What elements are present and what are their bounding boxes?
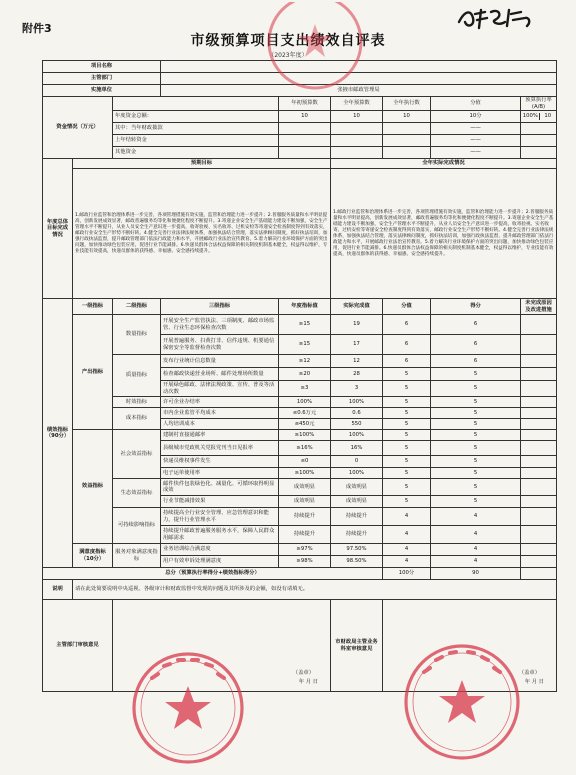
indicator-value: 5 — [383, 456, 431, 468]
indicator-header: 实际完成值 — [331, 299, 383, 315]
funds-header: 年初预算数 — [279, 97, 331, 111]
funds-executed — [383, 135, 431, 147]
indicator-name: 用户有效申诉处理满意度 — [161, 556, 279, 568]
goals-label: 年度总体目标完成情况 — [43, 159, 73, 299]
indicator-name: 持续提升邮政普遍服务服务水平，保障人民群众用邮需求 — [161, 526, 279, 544]
funds-executed — [383, 147, 431, 159]
funds-initial — [279, 147, 331, 159]
indicator-target: 100% — [279, 397, 331, 408]
indicator-actual: 0 — [331, 456, 383, 468]
indicator-target: 持续提升 — [279, 508, 331, 526]
indicator-score: 5 — [431, 430, 521, 441]
indicator-score: 4 — [431, 556, 521, 568]
indicator-name: 许可企业办结率 — [161, 397, 279, 408]
funds-rate — [521, 123, 557, 135]
indicator-value: 5 — [383, 468, 431, 479]
finance-bureau-seal — [392, 640, 532, 765]
indicator-name: 人均培训成本 — [161, 419, 279, 430]
indicator-header: 年度指标值 — [279, 299, 331, 315]
indicator-reason — [521, 408, 557, 419]
indicator-name: 开展普遍服务、扫黄打非、信件违规、机要通信保密安全等监督检查次数 — [161, 335, 279, 355]
indicator-value: 4 — [383, 508, 431, 526]
indicator-header: 一级指标 — [73, 299, 113, 315]
indicator-target: ≥98% — [279, 556, 331, 568]
dept-date-text: 年 月 日 — [298, 678, 318, 685]
indicator-reason — [521, 556, 557, 568]
attachment-label: 附件3 — [22, 22, 52, 35]
indicator-target: ≥100% — [279, 468, 331, 479]
indicator-actual: 550 — [331, 419, 383, 430]
indicator-reason — [521, 496, 557, 508]
self-evaluation-table — [42, 60, 557, 692]
indicator-target: ≤0 — [279, 456, 331, 468]
indicator-name: 建制村直接通邮率 — [161, 430, 279, 441]
indicator-name: 快递员维权事件发生 — [161, 456, 279, 468]
funds-label: 资金情况（万元） — [43, 97, 113, 159]
indicator-score: 6 — [431, 355, 521, 368]
indicator-name: 县级城市党政机关党报党刊当日见报率 — [161, 441, 279, 456]
indicator-score: 5 — [431, 456, 521, 468]
funds-score-value: —— — [431, 135, 521, 147]
indicator-score: 5 — [431, 441, 521, 456]
document-subtitle: （2023年度） — [268, 52, 308, 59]
funds-header: 全年执行数 — [383, 97, 431, 111]
indicator-target: 持续提升 — [279, 526, 331, 544]
competent-dept-label: 主管部门 — [43, 73, 161, 85]
indicator-value: 5 — [383, 496, 431, 508]
indicator-actual: 成效明显 — [331, 496, 383, 508]
indicator-actual: 17 — [331, 335, 383, 355]
indicator-name: 行业节能减排效果 — [161, 496, 279, 508]
expected-goal-text: 1.邮政行业监管和治理体系进一步完善，各项管理措施有效实施，监管和治理能力进一步提升；2.普服服务质量和水平明显提高，创新发展成效显著，邮政普遍服务均等化和便捷化程度不断提升。3.寄递企业安全生产基础能力建设不断加强，安全生产管理水平不断提升，从业人员安全生产意识进一步提高，收寄验视、实名收寄、过机安检等寄递安全检查制度得到有效落实，邮政行业安全生产形势不断好转。4.健全完善行业法律法规体系，加强执法结合管理，落实法律顾问制度，抓好执法培训，加强行政执法监督，提升邮政管理部门依法行政能力和水平，开展邮政行业法治宣传教育。5.着力解决行业环境保护方面的突出问题，加快推动绿色包装应用，促进行业节能减排。6.快递员群体合法权益保障的相关制度机制基本健全，权益得以维护，专业技能有效提高，快递员群体的获得感、幸福感、安全感持续提升。 — [73, 169, 331, 299]
indicator-value: 5 — [383, 441, 431, 456]
funds-initial: 10 — [279, 111, 331, 123]
output-indicator-label: 产出指标 — [73, 315, 113, 430]
indicator-actual: 持续提升 — [331, 508, 383, 526]
indicator-reason — [521, 430, 557, 441]
funds-executed — [383, 123, 431, 135]
indicator-reason — [521, 397, 557, 408]
indicator-value: 5 — [383, 397, 431, 408]
indicator-score: 6 — [431, 315, 521, 335]
indicator-value: 5 — [383, 479, 431, 496]
total-label: 总分（预算执行率得分+绩效指标得分） — [43, 568, 383, 580]
funds-executed: 10 — [383, 111, 431, 123]
indicator-reason — [521, 456, 557, 468]
funds-header: 预算执行率(A/B) — [521, 97, 557, 111]
indicator-header: 得分 — [431, 299, 521, 315]
indicator-target: ≥3 — [279, 381, 331, 397]
indicator-name: 开展安全生产监管执法、三项制度、邮政市场监管、行业生态环保检查次数 — [161, 315, 279, 335]
indicator-reason — [521, 479, 557, 496]
group-service: 服务对象满意度指标 — [113, 544, 161, 568]
indicator-actual: 98.50% — [331, 556, 383, 568]
indicator-target: ≥20 — [279, 368, 331, 381]
impl-unit-value: 张掖市邮政管理局 — [161, 85, 557, 97]
funds-row-label: 其中：当年财政拨款 — [113, 123, 279, 135]
group-timeliness: 时效指标 — [113, 397, 161, 408]
funds-row-label: 年度资金总额： — [113, 111, 279, 123]
indicator-actual: 0.6 — [331, 408, 383, 419]
traffic-bureau-seal — [118, 648, 258, 768]
expected-goal-header: 预期目标 — [73, 159, 331, 169]
indicator-target: ≥12 — [279, 355, 331, 368]
indicator-score: 5 — [431, 479, 521, 496]
indicator-actual: 19 — [331, 315, 383, 335]
indicator-reason — [521, 368, 557, 381]
indicator-name: 业务培训综合满意度 — [161, 544, 279, 556]
indicator-reason — [521, 419, 557, 430]
funds-score-value: —— — [431, 147, 521, 159]
indicator-actual: 28 — [331, 368, 383, 381]
group-quality: 质量指标 — [113, 355, 161, 397]
indicator-value: 5 — [383, 408, 431, 419]
impl-unit-label: 实施单位 — [43, 85, 161, 97]
indicator-actual: 100% — [331, 430, 383, 441]
indicator-name: 检查邮政快递营业场所、邮件处理场所数量 — [161, 368, 279, 381]
funds-rate-score — [521, 111, 557, 123]
indicator-target: ≤0.6万元 — [279, 408, 331, 419]
finance-date-text: 年 月 日 — [524, 678, 545, 685]
indicator-reason — [521, 441, 557, 456]
indicator-value: 4 — [383, 544, 431, 556]
indicator-header: 分值 — [383, 299, 431, 315]
indicator-actual: 持续提升 — [331, 526, 383, 544]
dept-opinion-label: 主管部门审核意见 — [43, 600, 113, 692]
indicator-target: ≥16% — [279, 441, 331, 456]
project-name-label: 项目名称 — [43, 61, 161, 73]
indicator-target: ≥15 — [279, 315, 331, 335]
indicator-reason — [521, 315, 557, 335]
indicator-value: 6 — [383, 355, 431, 368]
indicator-target: 成效明显 — [279, 479, 331, 496]
indicator-score: 5 — [431, 419, 521, 430]
indicator-actual: 成效明显 — [331, 479, 383, 496]
indicator-value: 5 — [383, 419, 431, 430]
funds-score: 10 — [544, 113, 552, 120]
indicator-value: 5 — [383, 430, 431, 441]
total-blank — [521, 568, 557, 580]
indicator-header: 二级指标 — [113, 299, 161, 315]
note-label: 说明 — [43, 580, 73, 600]
indicator-score: 5 — [431, 397, 521, 408]
indicator-name: 邮件快件包装绿色化、减量化、可循环取得明显成效 — [161, 479, 279, 496]
indicator-reason — [521, 381, 557, 397]
funds-rate: 100% — [522, 113, 541, 120]
funds-rate — [521, 135, 557, 147]
indicator-actual: 100% — [331, 468, 383, 479]
funds-row-label: 其他资金 — [113, 147, 279, 159]
indicator-name: 持续提高全行业安全管理、应急管理意识和能力，提升行业管理水平 — [161, 508, 279, 526]
indicator-value: 4 — [383, 556, 431, 568]
finance-seal-text: （盖章） — [518, 670, 541, 676]
indicator-reason — [521, 335, 557, 355]
finance-opinion-label: 市财政局主管业务科室审核意见 — [331, 600, 383, 692]
indicator-score: 5 — [431, 381, 521, 397]
indicator-name: 开展绿色邮政、法律法规政策、宣传、普及等活动次数 — [161, 381, 279, 397]
funds-row-label: 上年结转资金 — [113, 135, 279, 147]
indicator-score: 4 — [431, 508, 521, 526]
indicator-reason — [521, 544, 557, 556]
indicator-reason — [521, 355, 557, 368]
indicator-actual: 100% — [331, 397, 383, 408]
indicator-score: 4 — [431, 544, 521, 556]
actual-goal-text: 1.邮政行业监管和治理体系进一步完善，各项管理措施有效实施，监管和治理能力进一步提升；2.普服服务质量和水平明显提高，创新发展成效显著，邮政普遍服务均等化和便捷化程度不断提升。3.寄递企业安全生产基础能力建设不断加强，安全生产管理水平不断提升，从业人员安全生产意识进一步提高，收寄验视、实名收寄、过机安检等寄递安全检查制度得到有效落实，邮政行业安全生产形势不断好转。4.健全完善行业法律法规体系，加强执法结合管理，落实法律顾问制度，抓好执法培训，加强行政执法监督，提升邮政管理部门依法行政能力和水平，开展邮政行业法治宣传教育。5.着力解决行业环境保护方面的突出问题，加快推动绿色包装应用，促进行业节能减排。6.快递员群体合法权益保障的相关制度机制基本健全，权益得以维护，专业技能有效提高，快递员群体的获得感、幸福感、安全感持续提升。 — [331, 169, 557, 299]
benefit-indicator-label: 效益指标 — [73, 430, 113, 544]
group-ecological: 生态效益指标 — [113, 479, 161, 508]
group-quantity: 数量指标 — [113, 315, 161, 355]
indicator-value: 6 — [383, 315, 431, 335]
indicator-actual: 16% — [331, 441, 383, 456]
indicator-value: 4 — [383, 526, 431, 544]
indicator-target: ≥15 — [279, 335, 331, 355]
indicator-score: 5 — [431, 368, 521, 381]
funds-score-value: 10分 — [431, 111, 521, 123]
handwritten-signature — [455, 4, 535, 32]
total-score: 90 — [431, 568, 521, 580]
indicator-score: 5 — [431, 496, 521, 508]
indicator-reason — [521, 468, 557, 479]
funds-annual: 10 — [331, 111, 383, 123]
indicator-score: 5 — [431, 408, 521, 419]
indicator-value: 5 — [383, 381, 431, 397]
indicator-score: 6 — [431, 335, 521, 355]
funds-score-value: —— — [431, 123, 521, 135]
indicator-score: 5 — [431, 468, 521, 479]
indicator-name: 市内企业监管平均成本 — [161, 408, 279, 419]
indicator-value: 5 — [383, 368, 431, 381]
note-text: 请在此处简要说明中央巡视、各级审计和财政监督中发现的问题及其所涉及的金额，如没有请填无。 — [73, 580, 557, 600]
funds-header: 分值 — [431, 97, 521, 111]
indicator-target: 成效明显 — [279, 496, 331, 508]
indicator-target: ≥100% — [279, 430, 331, 441]
funds-annual — [331, 147, 383, 159]
funds-initial — [279, 123, 331, 135]
funds-rate — [521, 147, 557, 159]
funds-header: 全年预算数 — [331, 97, 383, 111]
satisfaction-indicator-label: 满意度指标（10分） — [73, 544, 113, 568]
top-official-seal — [250, 2, 380, 102]
indicator-header: 未完成原因及改进措施 — [521, 299, 557, 315]
indicator-name: 发布行业统计信息数量 — [161, 355, 279, 368]
indicator-header: 三级指标 — [161, 299, 279, 315]
perf-indicators-label: 绩效指标（90分） — [43, 299, 73, 568]
dept-seal-text: （盖章） — [292, 670, 314, 676]
indicator-name: 电子运单使用率 — [161, 468, 279, 479]
funds-annual — [331, 123, 383, 135]
indicator-reason — [521, 508, 557, 526]
total-value: 100分 — [383, 568, 431, 580]
indicator-score: 4 — [431, 526, 521, 544]
document-title: 市级预算项目支出绩效自评表 — [190, 33, 386, 49]
indicator-target: ≥97% — [279, 544, 331, 556]
indicator-actual: 12 — [331, 355, 383, 368]
indicator-actual: 3 — [331, 381, 383, 397]
actual-goal-header: 全年实际完成情况 — [331, 159, 557, 169]
indicator-actual: 97.50% — [331, 544, 383, 556]
indicator-reason — [521, 526, 557, 544]
funds-initial — [279, 135, 331, 147]
group-cost: 成本指标 — [113, 408, 161, 430]
funds-annual — [331, 135, 383, 147]
group-sustainable: 可持续影响指标 — [113, 508, 161, 544]
indicator-value: 6 — [383, 335, 431, 355]
indicator-target: ≤450元 — [279, 419, 331, 430]
group-social: 社会效益指标 — [113, 430, 161, 479]
